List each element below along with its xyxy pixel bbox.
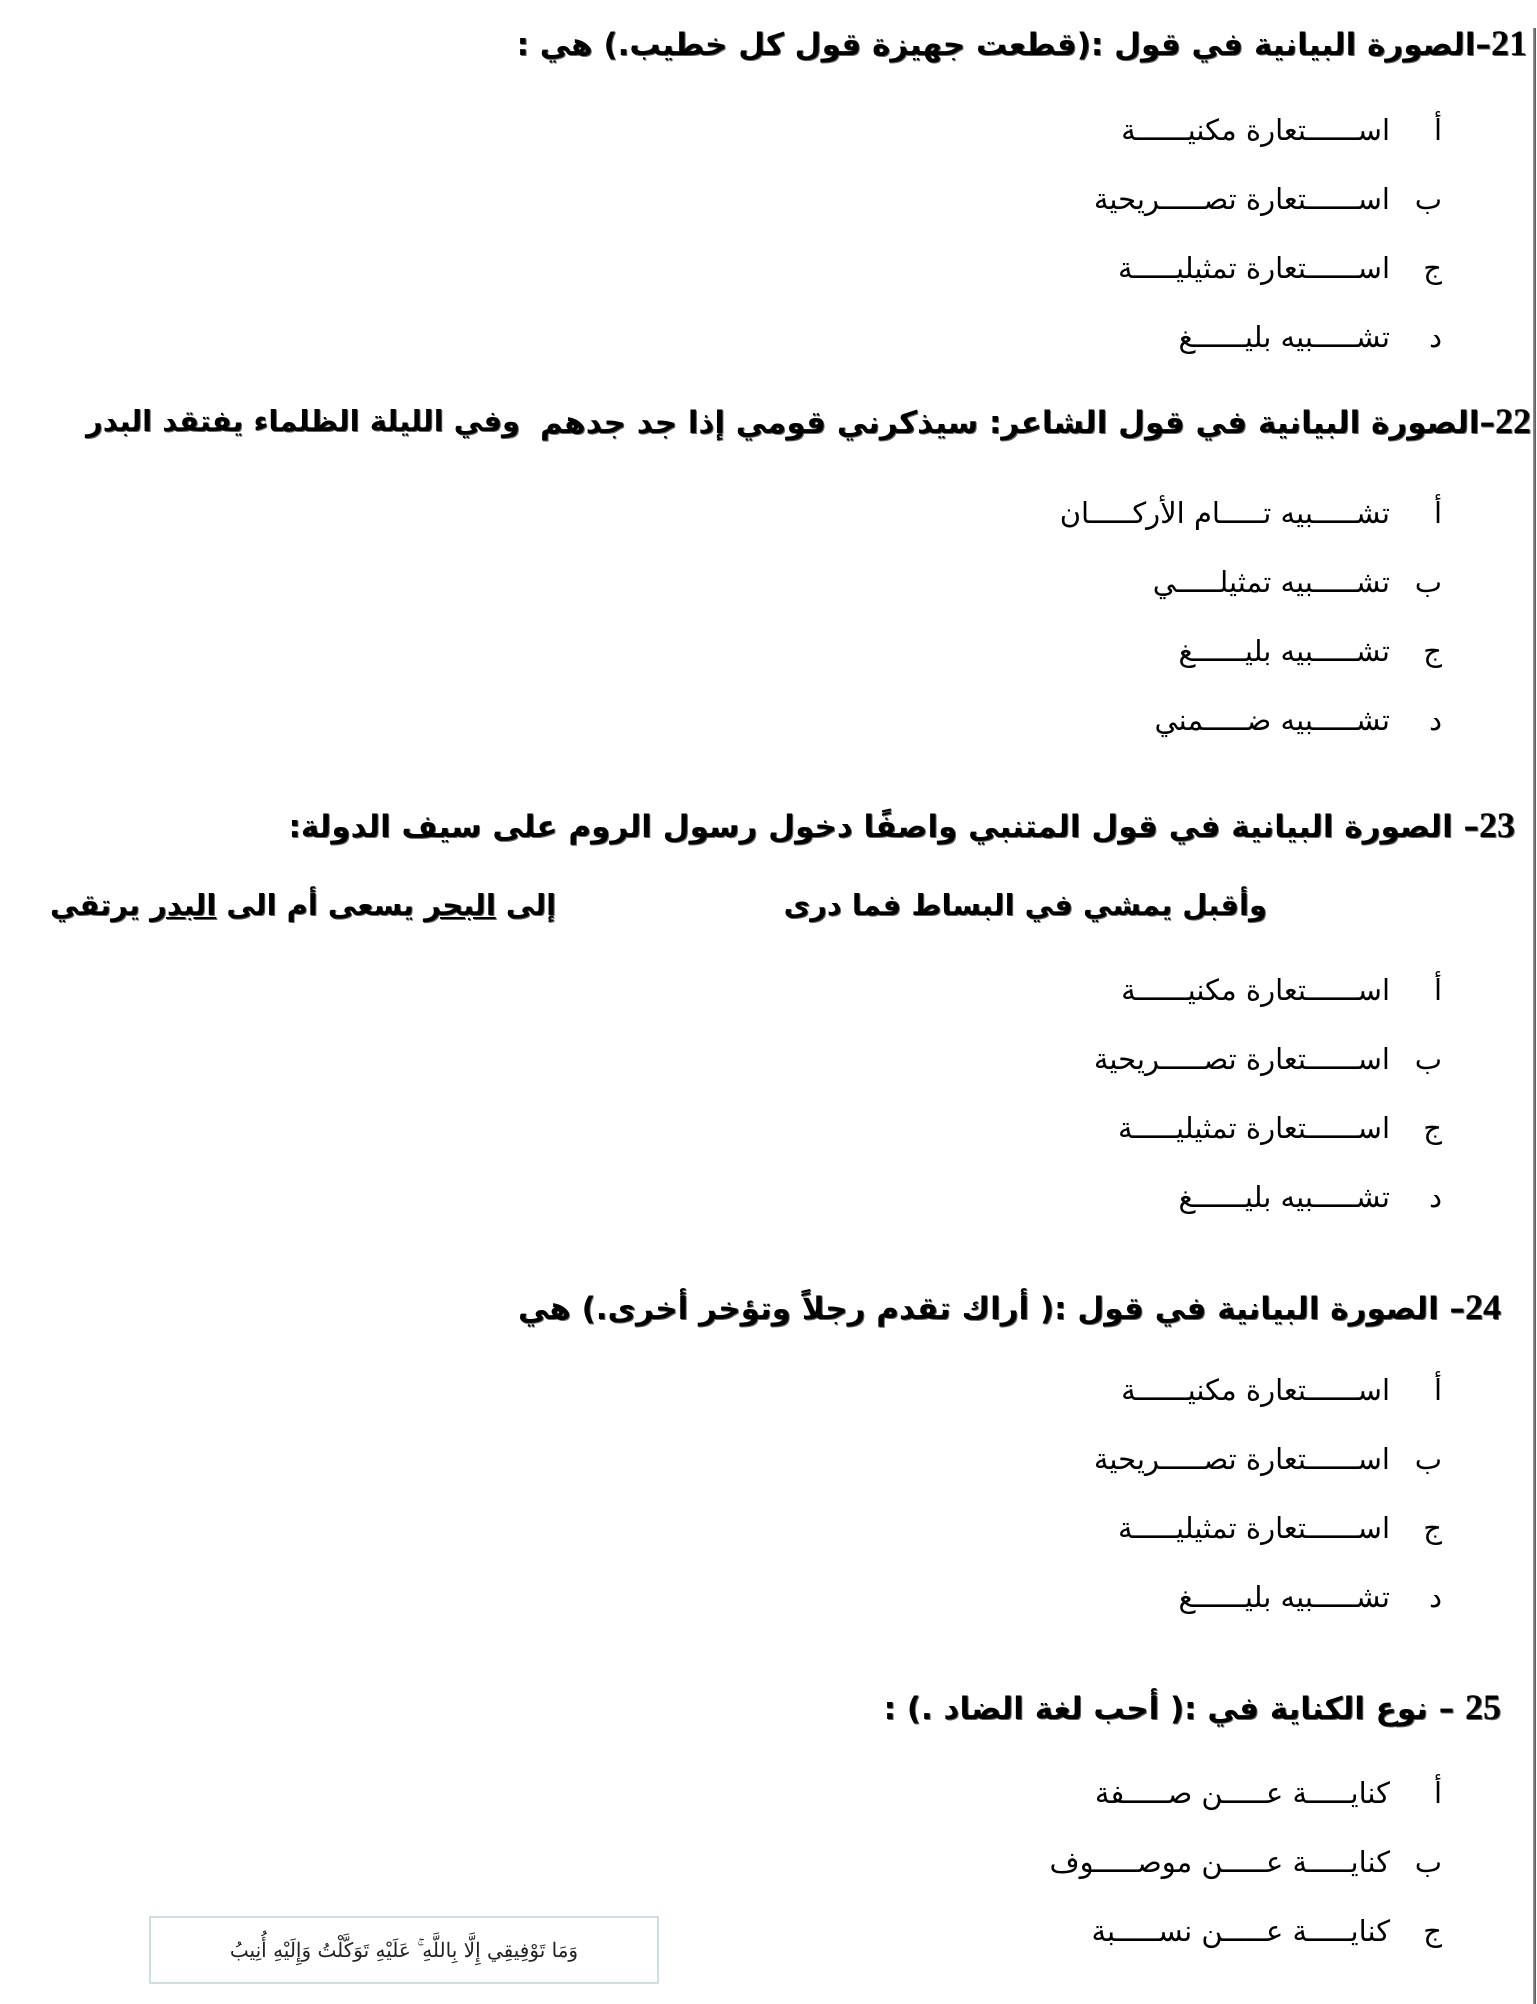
question-number: 21 xyxy=(1491,23,1527,63)
option-c[interactable]: ج اســــــتعارة تمثيليـــــة xyxy=(1117,1110,1442,1145)
question-number: 25 xyxy=(1465,1687,1501,1727)
question-text: الصورة البيانية في قول :(قطعت جهيزة قول كل خطيب.) هي : xyxy=(516,27,1476,63)
question-24-options xyxy=(882,1355,1442,1631)
option-b[interactable]: ب اســــــتعارة تصـــــريحية xyxy=(1093,1041,1442,1076)
question-25-options xyxy=(882,1758,1442,1965)
option-d[interactable]: د تشـــــبيه بليــــــغ xyxy=(1178,319,1442,354)
question-text: الصورة البيانية في قول المتنبي واصفًا دخول رسول الروم على سيف الدولة: xyxy=(288,809,1453,845)
question-text: الصورة البيانية في قول الشاعر: سيذكرني قومي إذا جد جدهم xyxy=(539,405,1480,441)
option-b[interactable]: ب كنايـــــة عـــــن موصـــــوف xyxy=(1049,1844,1442,1879)
question-23-verse-first-half: وأقبل يمشي في البساط فما درى xyxy=(783,888,1267,922)
question-21-options xyxy=(882,95,1442,371)
question-25-title: 25 – نوع الكناية في :( أحب لغة الضاد .) : xyxy=(883,1687,1501,1727)
footer-verse-box xyxy=(149,1916,659,1984)
option-c[interactable]: ج كنايـــــة عـــــن نســـــبة xyxy=(1091,1913,1442,1948)
question-text: نوع الكناية في :( أحب لغة الضاد .) : xyxy=(883,1691,1428,1727)
option-d[interactable]: د تشـــــبيه بليــــــغ xyxy=(1178,1579,1442,1614)
question-23-verse-second-half: إلى البحر يسعى أم الى البدر يرتقي xyxy=(50,888,557,922)
option-a[interactable]: أ كنايـــــة عـــــن صـــــفة xyxy=(1094,1775,1442,1810)
option-a[interactable]: أ تشـــــبيه تـــــام الأركـــــان xyxy=(1059,495,1442,530)
option-a[interactable]: أ اســــــتعارة مكنيــــــة xyxy=(1121,112,1442,147)
underlined-word: البدر xyxy=(150,888,217,922)
option-c[interactable]: ج تشـــــبيه بليــــــغ xyxy=(1178,633,1442,668)
option-c[interactable]: ج اســــــتعارة تمثيليـــــة xyxy=(1117,250,1442,285)
question-22-options xyxy=(882,478,1442,754)
underlined-word: البحر xyxy=(424,888,496,922)
question-number: 23 xyxy=(1479,805,1515,845)
question-number: 22 xyxy=(1495,401,1531,441)
option-d[interactable]: د تشـــــبيه بليــــــغ xyxy=(1178,1179,1442,1214)
question-21-title: 21–الصورة البيانية في قول :(قطعت جهيزة قول كل خطيب.) هي : xyxy=(516,23,1527,63)
question-23-title: 23– الصورة البيانية في قول المتنبي واصفًا دخول رسول الروم على سيف الدولة: xyxy=(288,805,1515,845)
question-text: الصورة البيانية في قول :( أراك تقدم رجلاً وتؤخر أخرى.) هي xyxy=(517,1291,1439,1327)
option-b[interactable]: ب اســــــتعارة تصـــــريحية xyxy=(1093,181,1442,216)
page-edge-divider xyxy=(1533,28,1536,2004)
option-b[interactable]: ب تشـــــبيه تمثيلـــــي xyxy=(1152,564,1442,599)
question-22-verse-second-half: وفي الليلة الظلماء يفتقد البدر xyxy=(86,404,521,438)
option-c[interactable]: ج اســــــتعارة تمثيليـــــة xyxy=(1117,1510,1442,1545)
question-number: 24 xyxy=(1465,1287,1501,1327)
option-b[interactable]: ب اســــــتعارة تصـــــريحية xyxy=(1093,1441,1442,1476)
option-d[interactable]: د تشـــــبيه ضـــــمني xyxy=(1154,702,1442,737)
option-a[interactable]: أ اســــــتعارة مكنيــــــة xyxy=(1121,1372,1442,1407)
question-23-options xyxy=(882,955,1442,1231)
question-22-title: 22–الصورة البيانية في قول الشاعر: سيذكرني قومي إذا جد جدهم xyxy=(539,401,1531,441)
question-24-title: 24– الصورة البيانية في قول :( أراك تقدم رجلاً وتؤخر أخرى.) هي xyxy=(517,1287,1501,1327)
option-a[interactable]: أ اســــــتعارة مكنيــــــة xyxy=(1121,972,1442,1007)
footer-verse-text: وَمَا تَوْفِيقِي إِلَّا بِاللَّهِ ۚ عَلَيْهِ تَوَكَّلْتُ وَإِلَيْهِ أُنِيبُ xyxy=(229,1938,579,1962)
